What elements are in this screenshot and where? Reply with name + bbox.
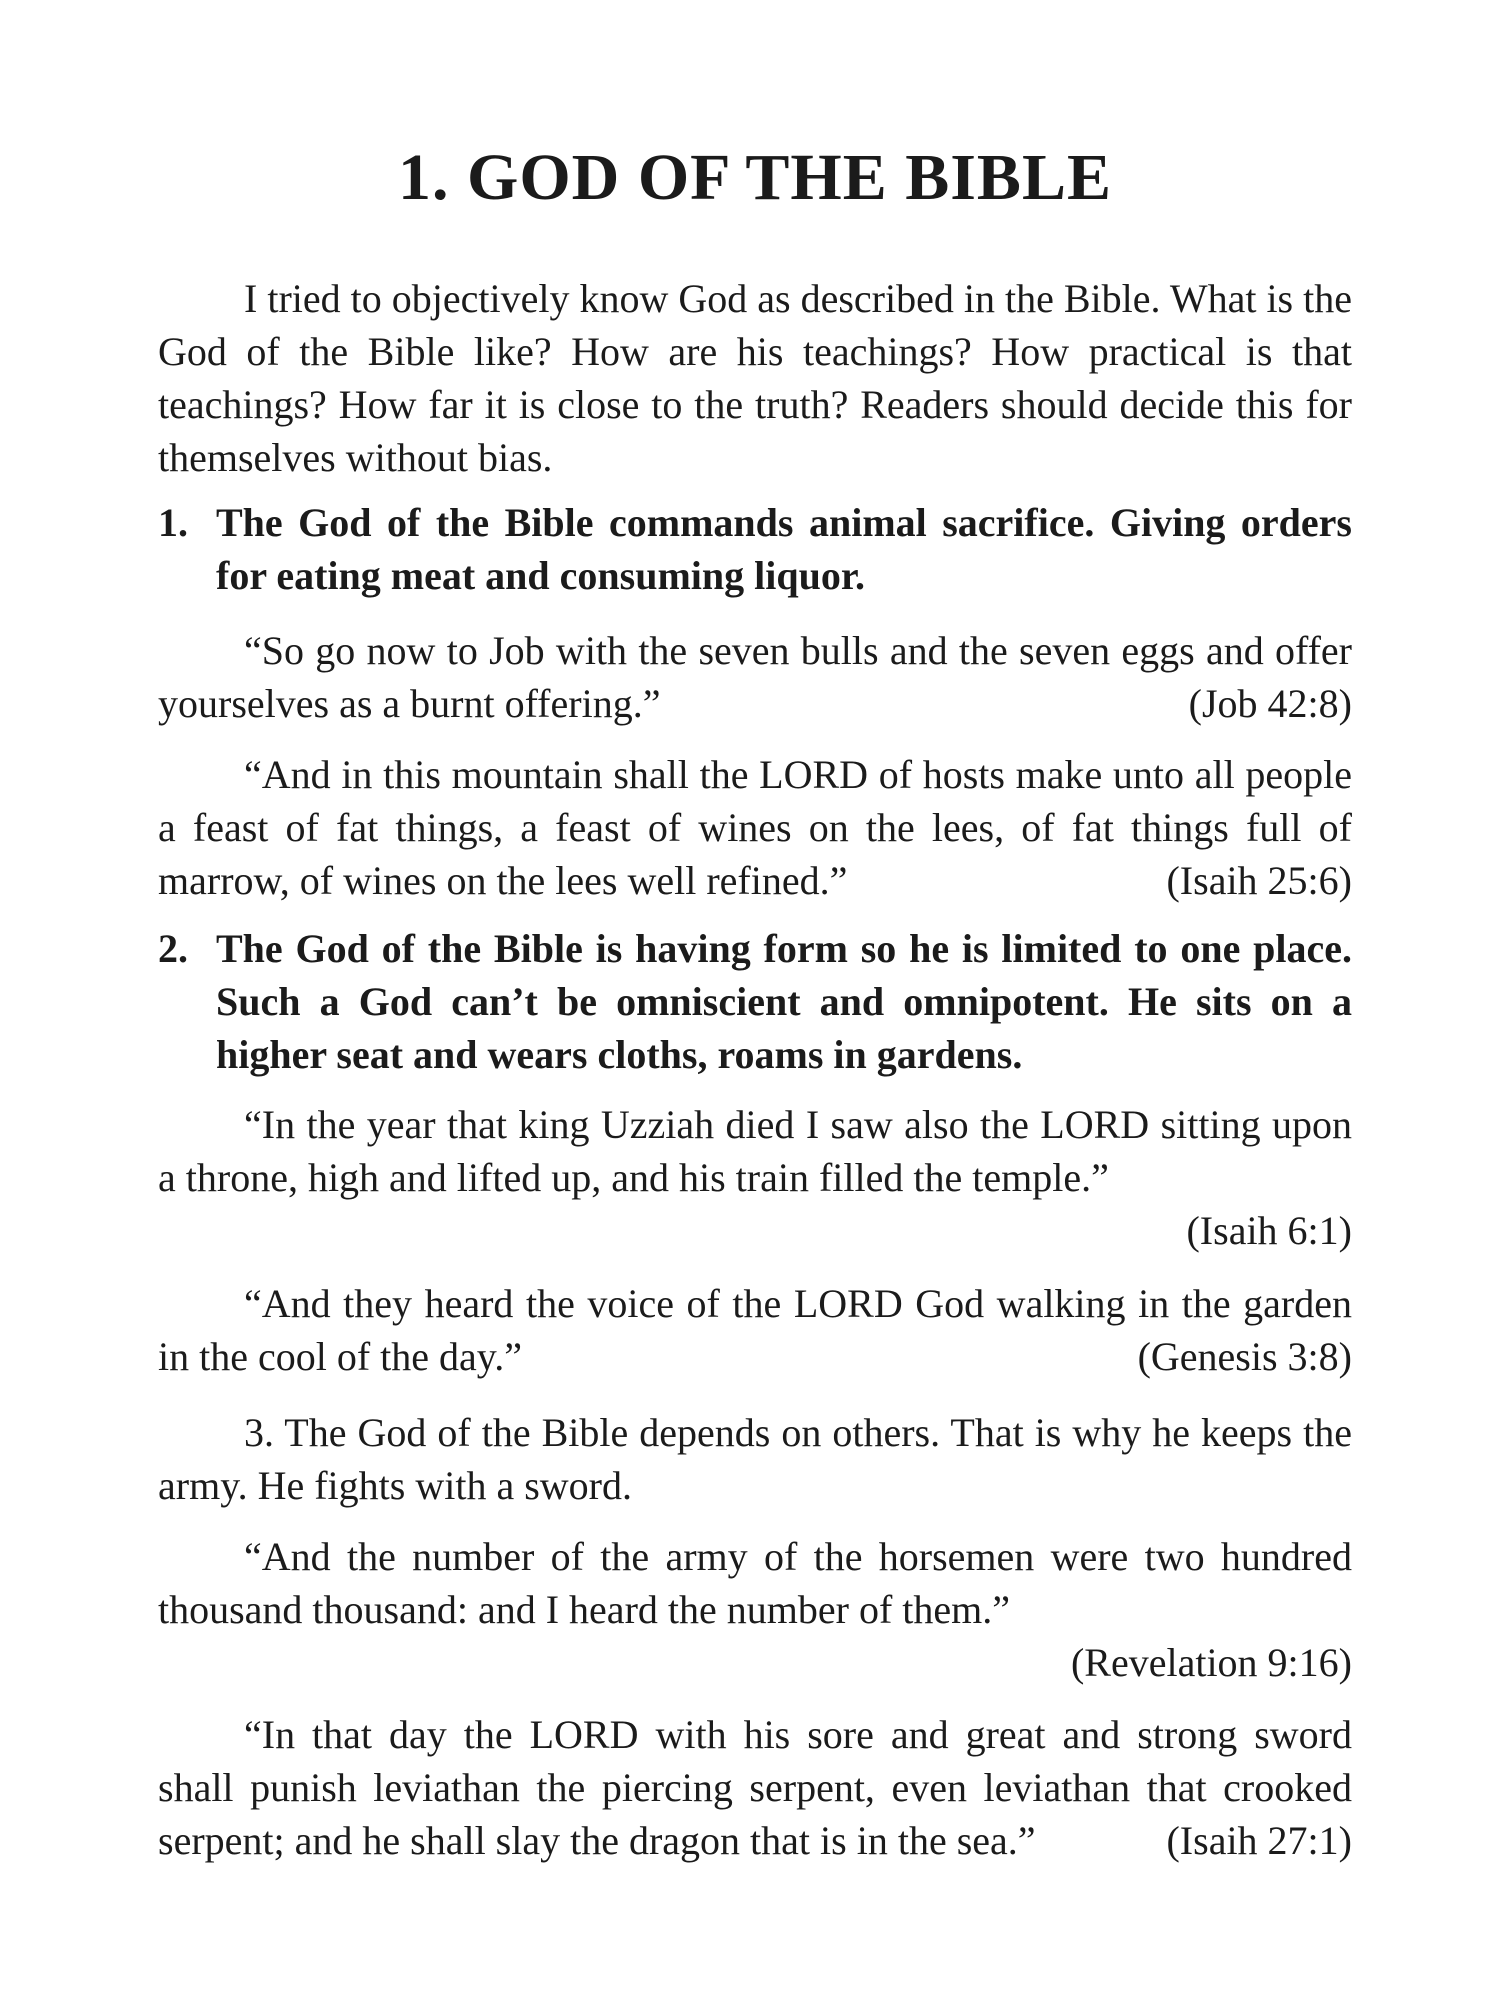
quote-isaiah-25-reference: (Isaih 25:6) — [1166, 858, 1352, 903]
point-2-number: 2. — [158, 926, 188, 971]
quote-revelation-text: “And the number of the army of the horsemen were two hundred thousand thousand: and I heard the number of them.” — [158, 1534, 1352, 1632]
quote-job — [158, 624, 1352, 730]
quote-isaiah-27 — [158, 1708, 1352, 1867]
quote-isaiah-25-text: “And in this mountain shall the LORD of hosts make unto all people a feast of fat things, a feast of wines on the lees, of fat things full of marrow, of wines on the lees well refined.” — [158, 752, 1352, 903]
quote-isaiah-6-text: “In the year that king Uzziah died I saw also the LORD sitting upon a throne, high and lifted up, and his train filled the temple.” — [158, 1102, 1352, 1200]
book-page — [158, 0, 1352, 2000]
quote-genesis-text: “And they heard the voice of the LORD God walking in the garden in the cool of the day.” — [158, 1281, 1352, 1379]
quote-isaiah-25 — [158, 748, 1352, 907]
point-1 — [158, 496, 1352, 602]
quote-job-reference: (Job 42:8) — [1188, 681, 1352, 726]
point-2-text: The God of the Bible is having form so he is limited to one place. Such a God can’t be omniscient and omnipotent. He sits on a higher seat and wears cloths, roams in gardens. — [216, 926, 1352, 1077]
quote-job-text: “So go now to Job with the seven bulls and the seven eggs and offer yourselves as a burnt offering.” — [158, 628, 1352, 726]
quote-isaiah-6 — [158, 1098, 1352, 1257]
point-3-paragraph: 3. The God of the Bible depends on others. That is why he keeps the army. He fights with a sword. — [158, 1410, 1352, 1508]
chapter-title: 1. GOD OF THE BIBLE — [398, 141, 1112, 214]
point-2 — [158, 922, 1352, 1081]
intro-paragraph: I tried to objectively know God as described in the Bible. What is the God of the Bible like? How are his teachings? How practical is that teachings? How far it is close to the truth? Readers should decide this for themselves without bias. — [158, 276, 1352, 480]
quote-genesis-reference: (Genesis 3:8) — [1137, 1334, 1352, 1379]
quote-isaiah-27-text: “In that day the LORD with his sore and great and strong sword shall punish leviathan the piercing serpent, even leviathan that crooked serpent; and he shall slay the dragon that is in the sea.” — [158, 1712, 1352, 1863]
quote-isaiah-27-reference: (Isaih 27:1) — [1166, 1818, 1352, 1863]
point-1-text: The God of the Bible commands animal sacrifice. Giving orders for eating meat and consuming liquor. — [216, 500, 1352, 598]
quote-isaiah-6-reference: (Isaih 6:1) — [1186, 1208, 1352, 1253]
quote-revelation-reference: (Revelation 9:16) — [1070, 1640, 1352, 1685]
quote-genesis — [158, 1277, 1352, 1383]
quote-revelation — [158, 1530, 1352, 1689]
point-1-number: 1. — [158, 500, 188, 545]
